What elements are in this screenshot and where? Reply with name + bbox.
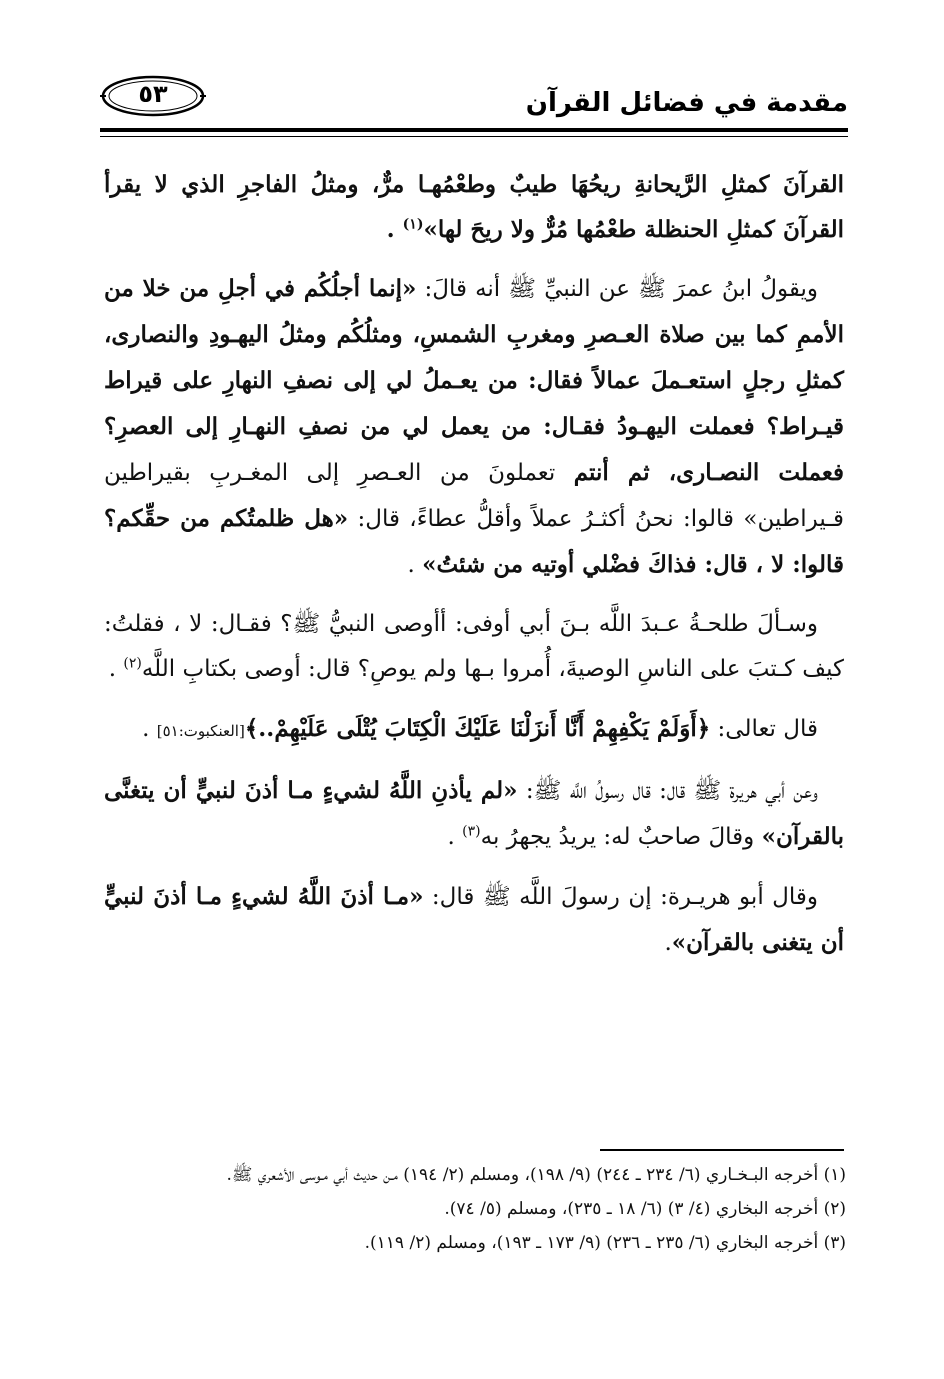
hadith-quote-4: «مـا أذنَ اللَّهُ لشيءٍ مـا أذنَ لنبيٍّ أن يتغنى بالقرآن» bbox=[104, 883, 844, 956]
page-number: ٥٣ bbox=[138, 80, 168, 108]
paragraph-3 bbox=[104, 602, 844, 692]
paragraph-3-end: . bbox=[108, 656, 124, 682]
paragraph-1-end: . bbox=[386, 216, 403, 243]
footnote-separator bbox=[600, 1149, 844, 1151]
page-number-badge bbox=[100, 74, 206, 118]
footnotes bbox=[104, 1158, 846, 1260]
header-rule-thick bbox=[100, 128, 848, 132]
paragraph-2-intro: ويقولُ ابنُ عمرَ ﷺ عن النبيِّ ﷺ أنه قالَ: bbox=[416, 276, 818, 302]
paragraph-2 bbox=[104, 266, 844, 588]
paragraph-6-end: . bbox=[664, 930, 672, 956]
paragraph-4-end: . bbox=[142, 716, 157, 742]
ayah-reference: [العنكبوت:٥١] bbox=[156, 722, 245, 740]
footnote-3: (٣) أخرجه البخاري (٦/ ٢٣٥ ـ ٢٣٦) (٩/ ١٧٣ ـ ١٩٣)، ومسلم (٢/ ١١٩). bbox=[364, 1233, 846, 1253]
paragraph-1 bbox=[104, 162, 844, 252]
footnote-marker-1: (١) bbox=[402, 216, 424, 233]
running-title: مقدمة في فضائل القرآن bbox=[525, 88, 848, 118]
footnote-marker-2: (٢) bbox=[123, 655, 142, 672]
paragraph-5-middle: وقالَ صاحبٌ له: يريدُ يجهرُ به bbox=[480, 824, 762, 850]
quran-ayah: ﴿أَوَلَمْ يَكْفِهِمْ أَنَّا أَنزَلْنَا عَلَيْكَ الْكِتَابَ يُتْلَى عَلَيْهِمْ..﴾ bbox=[244, 715, 711, 742]
paragraph-2-end: . bbox=[407, 552, 423, 578]
paragraph-5 bbox=[104, 768, 844, 860]
paragraph-5-end: . bbox=[447, 824, 463, 850]
header-rule-thin bbox=[100, 136, 848, 137]
main-text bbox=[104, 162, 844, 966]
paragraph-6 bbox=[104, 874, 844, 966]
paragraph-3-text: وسـألَ طلحـةُ عـبدَ اللَّه بـنَ أبي أوفى: أأوصى النبيُّ ﷺ؟ فقـال: لا ، فقلتُ: كيف كـتبَ على الناسِ الوصيةَ، أُمروا بـها ولم يوصِ؟ قال: أوصى بكتابِ اللَّه bbox=[104, 611, 844, 682]
hadith-quote-2: «هل ظلمتُكم من حقِّكم؟ قالوا: لا ، قال: فذاكَ فضْلي أوتيه من شئتُ» bbox=[104, 505, 844, 578]
footnote-2: (٢) أخرجه البخاري (٤/ ٣) (٦/ ١٨ ـ ٢٣٥)، ومسلم (٥/ ٧٤). bbox=[444, 1199, 846, 1219]
page-header bbox=[100, 70, 848, 132]
paragraph-4 bbox=[104, 706, 844, 754]
paragraph-4-intro: قال تعالى: bbox=[710, 716, 818, 742]
paragraph-5-intro: وعن أبي هريرة ﷺ قال: قال رسولُ اللَّه ﷺ: bbox=[517, 778, 818, 804]
footnote-marker-3: (٣) bbox=[462, 823, 481, 840]
hadith-quote-3: «لم يأذنِ اللَّهُ لشيءٍ مـا أذنَ لنبيٍّ أن يتغنَّى بالقرآن» bbox=[104, 777, 844, 850]
paragraph-6-intro: وقال أبو هريـرة: إن رسولَ اللَّه ﷺ قال: bbox=[423, 884, 819, 910]
paragraph-1-text: القرآنَ كمثلِ الرَّيحانةِ ريحُهَا طيبٌ وطعْمُهـا مرٌّ، ومثلُ الفاجرِ الذي لا يقرأ القرآنَ كمثلِ الحنظلة طعْمُها مُرٌّ ولا ريحَ لها» bbox=[104, 171, 844, 243]
hadith-quote-1: «إنما أجلُكُم في أجلِ من خلا من الأممِ كما بين صلاة العـصرِ ومغربِ الشمسِ، ومثلُكُم ومثلُ اليهـودِ والنصارى، كمثلِ رجلٍ استعـملَ عمالاً فقال: من يعـملُ لي إلى نصفِ النهارِ على قيراط قيـراط؟ فعملت اليهـودُ فقـال: من يعمل لي من نصفِ النهـارِ إلى العصرِ؟ فعملت النصـارى، ثم أنتم bbox=[104, 275, 844, 486]
footnote-1: (١) أخرجه البـخـاري (٦/ ٢٣٤ ـ ٢٤٤) (٩/ ١٩٨)، ومسلم (٢/ ١٩٤) مـن حديث أبي مـوسى الأشعري ﷺ. bbox=[226, 1165, 846, 1185]
paragraph-2-middle: تعملونَ من العـصرِ إلى المغـربِ بقيراطين قـيراطين» قالوا: نحنُ أكثـرُ عملاً وأقلُّ عطاءً، قال: bbox=[104, 460, 844, 532]
